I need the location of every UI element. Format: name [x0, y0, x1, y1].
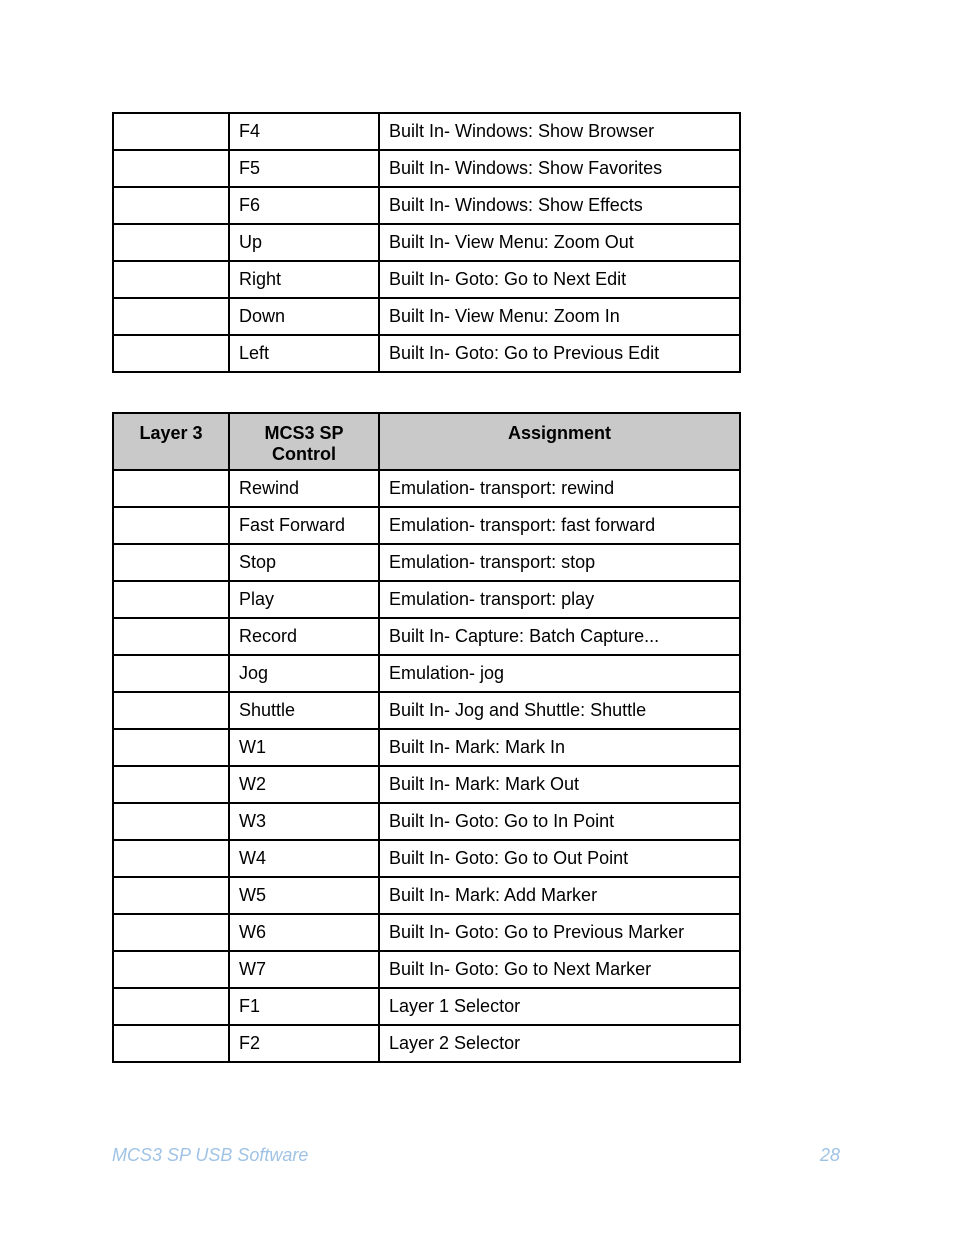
cell-assignment: Built In- Goto: Go to Next Edit: [379, 261, 740, 298]
cell-control: Left: [229, 335, 379, 372]
cell-assignment: Built In- Goto: Go to In Point: [379, 803, 740, 840]
table-row: [113, 470, 740, 507]
table-header-row: [113, 413, 740, 470]
cell-control: W4: [229, 840, 379, 877]
cell-control: W6: [229, 914, 379, 951]
cell-control: F4: [229, 113, 379, 150]
table-row: [113, 840, 740, 877]
table-row: [113, 1025, 740, 1062]
cell-control: Right: [229, 261, 379, 298]
cell-control: F6: [229, 187, 379, 224]
cell-control: W1: [229, 729, 379, 766]
cell-assignment: Built In- View Menu: Zoom Out: [379, 224, 740, 261]
cell-assignment: Layer 1 Selector: [379, 988, 740, 1025]
cell-control: Record: [229, 618, 379, 655]
cell-control: Shuttle: [229, 692, 379, 729]
table-row: [113, 261, 740, 298]
cell-layer: [113, 729, 229, 766]
cell-layer: [113, 692, 229, 729]
table-row: [113, 298, 740, 335]
table-row: [113, 544, 740, 581]
cell-assignment: Built In- Goto: Go to Previous Edit: [379, 335, 740, 372]
cell-control: Fast Forward: [229, 507, 379, 544]
table-row: [113, 150, 740, 187]
table-row: [113, 655, 740, 692]
cell-assignment: Built In- Windows: Show Favorites: [379, 150, 740, 187]
cell-layer: [113, 581, 229, 618]
cell-assignment: Layer 2 Selector: [379, 1025, 740, 1062]
cell-control: W7: [229, 951, 379, 988]
cell-control: F2: [229, 1025, 379, 1062]
layer3-assignment-table: [112, 412, 741, 1063]
cell-control: Down: [229, 298, 379, 335]
table-row: [113, 507, 740, 544]
table-row: [113, 951, 740, 988]
cell-control: Rewind: [229, 470, 379, 507]
cell-layer: [113, 840, 229, 877]
cell-layer: [113, 113, 229, 150]
cell-assignment: Emulation- transport: stop: [379, 544, 740, 581]
cell-assignment: Built In- Windows: Show Effects: [379, 187, 740, 224]
assignment-table-continued: [112, 112, 741, 373]
table-row: [113, 224, 740, 261]
cell-control: F1: [229, 988, 379, 1025]
table-row: [113, 581, 740, 618]
table-row: [113, 729, 740, 766]
cell-control: Up: [229, 224, 379, 261]
cell-control: Stop: [229, 544, 379, 581]
cell-layer: [113, 1025, 229, 1062]
cell-layer: [113, 988, 229, 1025]
cell-layer: [113, 951, 229, 988]
cell-assignment: Built In- Goto: Go to Out Point: [379, 840, 740, 877]
page-number: 28: [820, 1145, 841, 1165]
table-row: [113, 618, 740, 655]
table-row: [113, 988, 740, 1025]
cell-layer: [113, 224, 229, 261]
footer-title: MCS3 SP USB Software: [112, 1145, 309, 1165]
cell-control: W3: [229, 803, 379, 840]
cell-control: W2: [229, 766, 379, 803]
cell-assignment: Built In- Windows: Show Browser: [379, 113, 740, 150]
cell-assignment: Emulation- transport: play: [379, 581, 740, 618]
header-assignment: Assignment: [379, 413, 740, 470]
table-row: [113, 803, 740, 840]
cell-layer: [113, 766, 229, 803]
cell-assignment: Built In- Jog and Shuttle: Shuttle: [379, 692, 740, 729]
table-body: [113, 470, 740, 1062]
cell-layer: [113, 544, 229, 581]
cell-assignment: Built In- Goto: Go to Previous Marker: [379, 914, 740, 951]
table-row: [113, 692, 740, 729]
table-row: [113, 914, 740, 951]
table-row: [113, 766, 740, 803]
table-row: [113, 335, 740, 372]
table-row: [113, 187, 740, 224]
cell-layer: [113, 803, 229, 840]
cell-assignment: Built In- Mark: Mark Out: [379, 766, 740, 803]
cell-layer: [113, 298, 229, 335]
table-row: [113, 877, 740, 914]
cell-assignment: Built In- Mark: Add Marker: [379, 877, 740, 914]
cell-assignment: Built In- Capture: Batch Capture...: [379, 618, 740, 655]
cell-layer: [113, 470, 229, 507]
cell-layer: [113, 261, 229, 298]
cell-control: F5: [229, 150, 379, 187]
cell-layer: [113, 877, 229, 914]
table-row: [113, 113, 740, 150]
cell-layer: [113, 914, 229, 951]
cell-assignment: Built In- Mark: Mark In: [379, 729, 740, 766]
cell-assignment: Built In- Goto: Go to Next Marker: [379, 951, 740, 988]
cell-layer: [113, 618, 229, 655]
header-control: MCS3 SP Control: [229, 413, 379, 470]
cell-layer: [113, 655, 229, 692]
cell-layer: [113, 187, 229, 224]
cell-layer: [113, 335, 229, 372]
header-layer: Layer 3: [113, 413, 229, 470]
cell-assignment: Built In- View Menu: Zoom In: [379, 298, 740, 335]
cell-assignment: Emulation- transport: rewind: [379, 470, 740, 507]
cell-layer: [113, 150, 229, 187]
cell-control: Jog: [229, 655, 379, 692]
cell-control: Play: [229, 581, 379, 618]
cell-control: W5: [229, 877, 379, 914]
cell-layer: [113, 507, 229, 544]
table-body: [113, 113, 740, 372]
cell-assignment: Emulation- transport: fast forward: [379, 507, 740, 544]
cell-assignment: Emulation- jog: [379, 655, 740, 692]
